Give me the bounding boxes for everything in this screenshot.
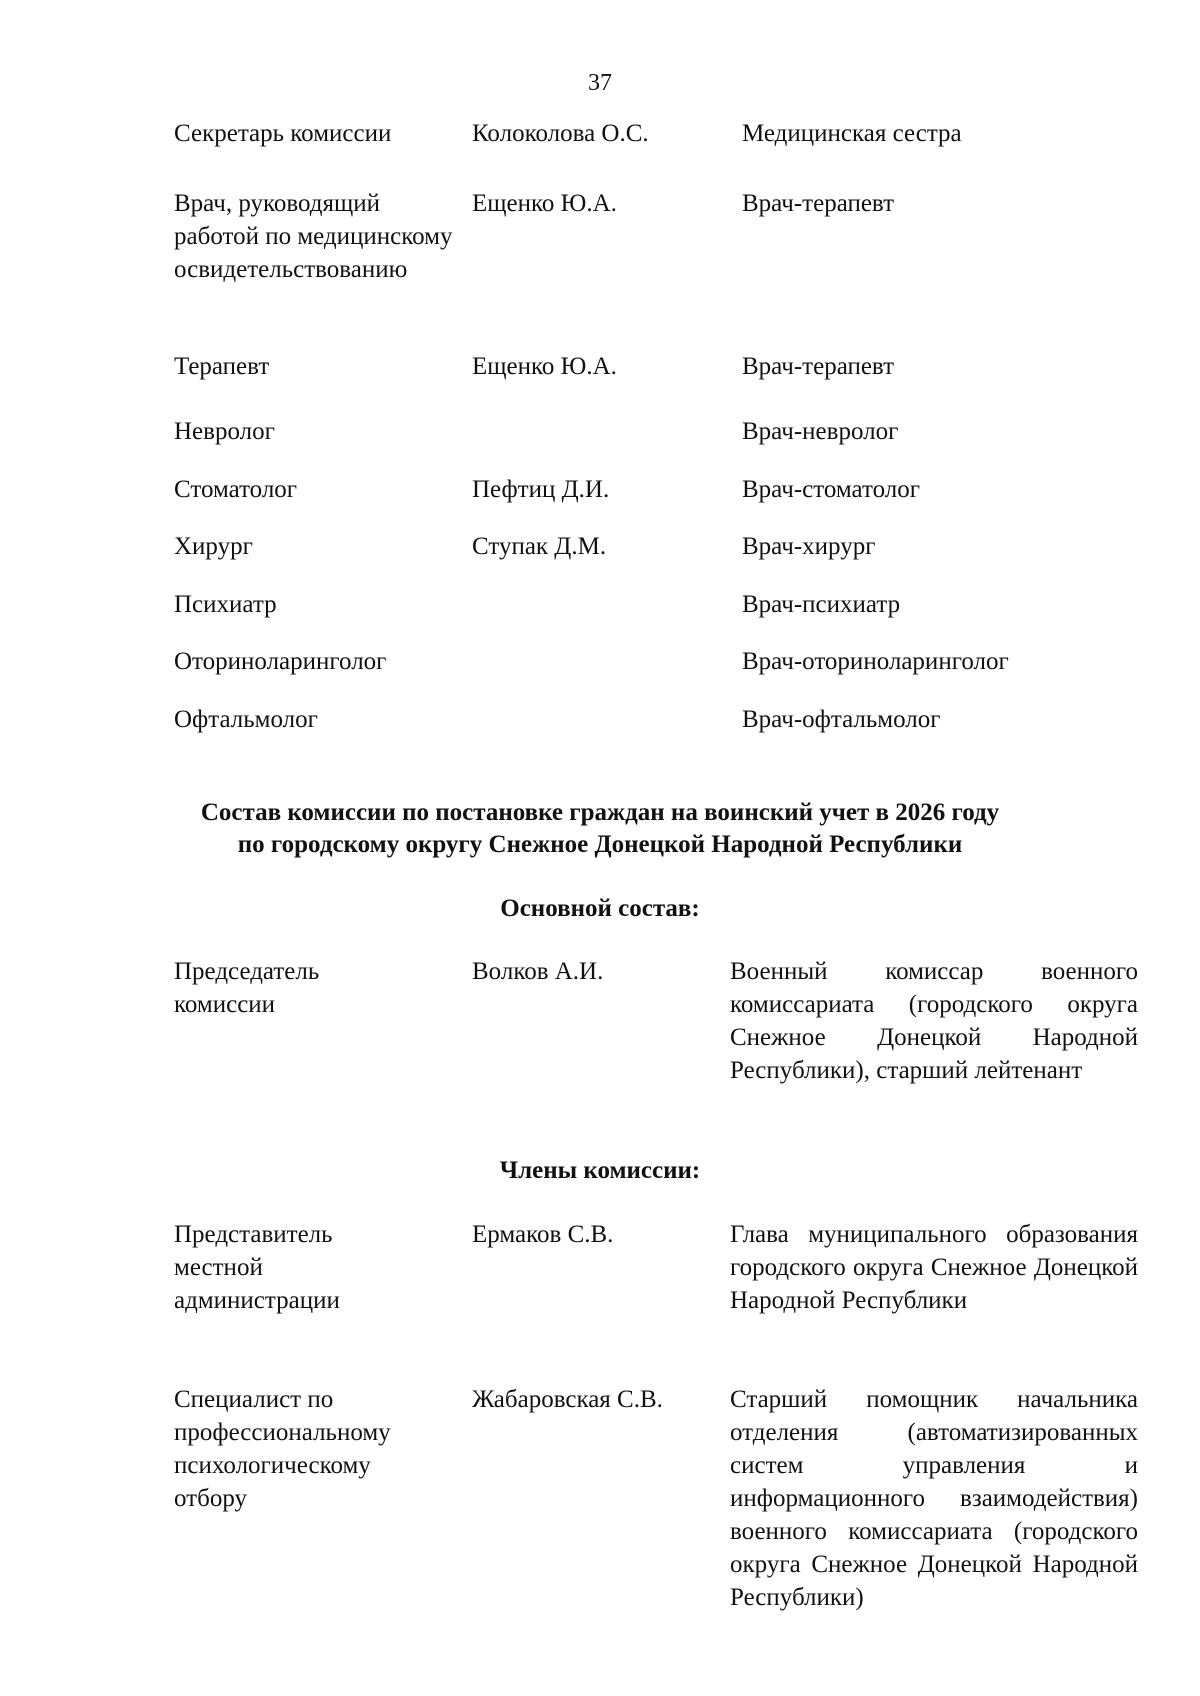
name-cell: Ермаков С.В. [472, 1221, 614, 1248]
role-cell: Невролог [174, 418, 275, 445]
section-title-line2: по городскому округу Снежное Донецкой Народной Республики [237, 831, 963, 858]
name-cell: Волков А.И. [472, 958, 604, 985]
position-cell: Глава муниципального образования городского округа Снежное Донецкой Народной Республики [730, 1221, 1138, 1314]
position-cell: Врач-терапевт [742, 353, 895, 380]
position-cell: Старший помощник начальника отделения (автоматизированных систем управления и информационного взаимодействия) военного комиссариата (городского округа Снежное Донецкой Народной Республики) [730, 1386, 1138, 1611]
role-cell: Председатель комиссии [174, 958, 320, 1018]
position-cell: Врач-стоматолог [742, 476, 920, 503]
role-cell: Специалист по профессиональному психологическому отбору [174, 1386, 391, 1512]
role-cell: Врач, руководящий работой по медицинскому освидетельствованию [174, 190, 453, 283]
position-cell: Врач-офтальмолог [742, 706, 941, 733]
role-cell: Психиатр [174, 591, 277, 618]
name-cell: Ещенко Ю.А. [472, 190, 617, 217]
position-cell: Врач-оториноларинголог [742, 648, 1009, 675]
name-cell: Пефтиц Д.И. [472, 476, 610, 503]
members-heading: Члены комиссии: [499, 1157, 701, 1184]
role-cell: Оториноларинголог [174, 648, 387, 675]
name-cell: Жабаровская С.В. [472, 1386, 663, 1413]
position-cell: Военный комиссар военного комиссариата (городского округа Снежное Донецкой Народной Республики), старший лейтенант [730, 958, 1138, 1084]
name-cell: Ступак Д.М. [472, 533, 607, 560]
name-cell: Колоколова О.С. [472, 120, 649, 147]
role-cell: Офтальмолог [174, 706, 318, 733]
position-cell: Врач-терапевт [742, 190, 895, 217]
role-cell: Стоматолог [174, 476, 298, 503]
role-cell: Терапевт [174, 353, 270, 380]
position-cell: Врач-хирург [742, 533, 876, 560]
position-cell: Врач-невролог [742, 418, 899, 445]
position-cell: Врач-психиатр [742, 591, 901, 618]
main-composition-heading: Основной состав: [500, 895, 700, 922]
page-number: 37 [588, 70, 612, 96]
section-title-line1: Состав комиссии по постановке граждан на воинский учет в 2026 году [200, 799, 1000, 826]
name-cell: Ещенко Ю.А. [472, 353, 617, 380]
position-cell: Медицинская сестра [742, 120, 962, 147]
role-cell: Секретарь комиссии [174, 120, 392, 147]
role-cell: Хирург [174, 533, 253, 560]
role-cell: Представитель местной администрации [174, 1221, 340, 1314]
